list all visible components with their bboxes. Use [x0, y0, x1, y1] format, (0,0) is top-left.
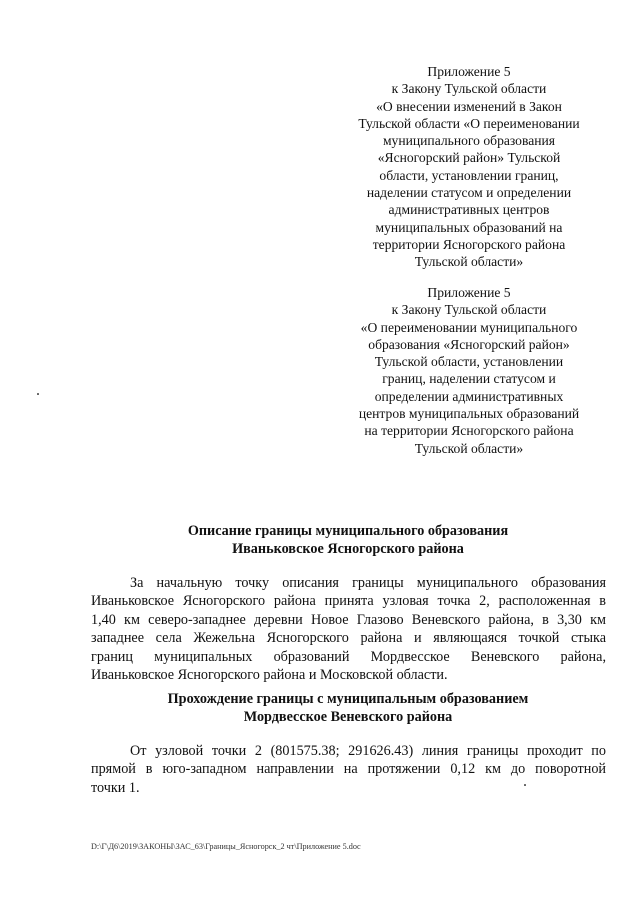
appendix-line: Приложение 5: [427, 285, 511, 300]
intro-paragraph: [91, 574, 606, 684]
appendix-header-original: [338, 284, 600, 457]
appendix-line: области, установлении границ,: [379, 167, 559, 183]
appendix-line: Тульской области»: [414, 440, 524, 456]
appendix-line: «О внесении изменений в Закон: [376, 98, 562, 114]
section-heading-line: Мордвесское Веневского района: [243, 709, 453, 725]
section-heading-line: Прохождение границы с муниципальным образованием: [167, 691, 529, 707]
appendix-line: определении административных: [374, 388, 564, 404]
paragraph-line: Иваньковское Ясногорского района принята узловая точка 2, расположенная в: [91, 593, 606, 610]
appendix-line: территории Ясногорского района: [372, 236, 566, 252]
paragraph-line: За начальную точку описания границы муниципального образования: [130, 575, 606, 591]
paragraph-line: точки 1.: [91, 779, 140, 796]
paragraph-line: 1,40 км северо-западнее деревни Новое Глазово Веневского района, в 3,30 км: [91, 611, 606, 628]
paragraph-line: Иваньковское Ясногорского района и Московской области.: [91, 667, 448, 684]
appendix-line: на территории Ясногорского района: [364, 423, 574, 439]
appendix-line: муниципального образования: [382, 133, 556, 149]
appendix-line: к Закону Тульской области: [391, 81, 547, 97]
paragraph-line: границ муниципальных образований Мордвесское Веневского района,: [91, 648, 606, 665]
appendix-line: Тульской области»: [414, 254, 524, 270]
appendix-line: «Ясногорский район» Тульской: [377, 150, 561, 166]
appendix-line: Тульской области, установлении: [374, 354, 564, 370]
scan-speck: [37, 393, 39, 395]
document-title: [88, 522, 608, 558]
appendix-line: Тульской области «О переименовании: [358, 115, 580, 131]
section-paragraph: [91, 742, 606, 797]
appendix-header-current: [338, 63, 600, 271]
title-line: Описание границы муниципального образования: [187, 523, 509, 539]
title-line: Иваньковское Ясногорского района: [232, 541, 464, 557]
section-heading: [88, 690, 608, 726]
footer-file-path: D:\Г\Д6\2019\ЗАКОНЫ\ЗАС_63\Границы_Ясногорск_2 чт\Приложение 5.doc: [91, 842, 361, 851]
scan-speck: [524, 784, 526, 786]
appendix-line: границ, наделении статусом и: [382, 371, 556, 387]
paragraph-line: западнее села Жежельна Ясногорского района и являющаяся точкой стыка: [91, 630, 606, 647]
appendix-line: муниципальных образований на: [375, 219, 563, 235]
appendix-line: центров муниципальных образований: [358, 406, 580, 422]
appendix-line: образования «Ясногорский район»: [368, 336, 570, 352]
appendix-line: наделении статусом и определении: [366, 185, 572, 201]
paragraph-line: прямой в юго-западном направлении на протяжении 0,12 км до поворотной: [91, 761, 606, 778]
appendix-line: к Закону Тульской области: [391, 302, 547, 318]
appendix-line: административных центров: [388, 202, 550, 218]
appendix-line: «О переименовании муниципального: [360, 319, 578, 335]
appendix-line: Приложение 5: [427, 64, 511, 79]
paragraph-line: От узловой точки 2 (801575.38; 291626.43) линия границы проходит по: [130, 743, 606, 759]
